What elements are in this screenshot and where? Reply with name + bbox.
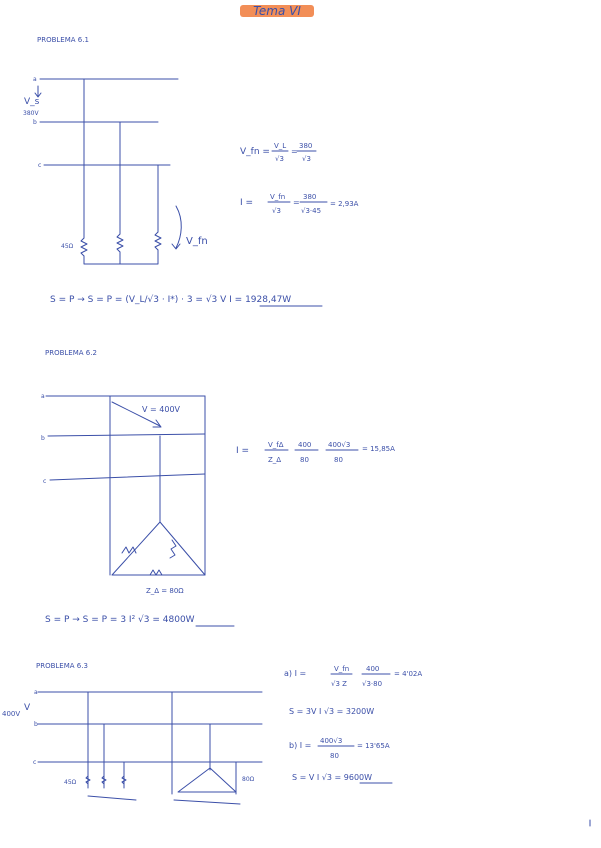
eq-mid: 400√3 bbox=[328, 441, 351, 449]
line-label-c: c bbox=[43, 478, 47, 485]
eq-a-den2: √3·80 bbox=[362, 680, 383, 688]
page-title: Tema VI bbox=[253, 4, 301, 18]
eq1-den: √3 bbox=[275, 155, 284, 163]
phase-voltage-label: V_fn bbox=[186, 236, 208, 247]
eq-b-result: = 13'65A bbox=[357, 742, 390, 750]
delta-resistor-2 bbox=[170, 540, 176, 558]
eq2-den: √3 bbox=[272, 207, 281, 215]
source-voltage-label: V bbox=[24, 703, 31, 713]
eq1-den2: √3 bbox=[302, 155, 311, 163]
equation-current bbox=[236, 441, 395, 464]
line-label-c: c bbox=[33, 759, 37, 766]
delta-resistor-3 bbox=[150, 570, 162, 575]
star-neutral bbox=[88, 796, 136, 800]
page-header bbox=[240, 4, 314, 18]
eq-a-lhs: a) I = bbox=[284, 669, 307, 678]
power-a: S = 3V I √3 = 3200W bbox=[289, 707, 375, 716]
eq1-equals: = bbox=[291, 147, 298, 156]
eq-b-den: 80 bbox=[330, 752, 339, 760]
phase-voltage-arrow bbox=[172, 206, 181, 249]
eq-result: = 15,85A bbox=[362, 445, 395, 453]
eq-a-den: √3 Z bbox=[331, 680, 347, 688]
line-label-a: a bbox=[33, 76, 37, 83]
line-c bbox=[50, 474, 205, 480]
power-b: S = V I √3 = 9600W bbox=[292, 773, 373, 782]
eq-den2: 80 bbox=[300, 456, 309, 464]
line-label-b: b bbox=[34, 721, 38, 728]
eq2-num: V_fn bbox=[270, 193, 286, 201]
problem-label: PROBLEMA 6.3 bbox=[36, 662, 88, 670]
source-voltage-value: 380V bbox=[23, 110, 39, 117]
equation-a bbox=[284, 665, 422, 688]
resistor-c bbox=[155, 232, 161, 250]
eq-lhs: I = bbox=[236, 446, 250, 456]
delta-impedance: Z_Δ = 80Ω bbox=[146, 587, 184, 595]
eq2-equals: = bbox=[293, 198, 300, 207]
problem-6-1 bbox=[23, 36, 359, 306]
equation-current bbox=[240, 193, 359, 215]
star-neutral bbox=[84, 250, 158, 264]
eq2-num2: 380 bbox=[303, 193, 317, 201]
line-label-b: b bbox=[41, 435, 45, 442]
eq-a-num: V_fn bbox=[334, 665, 350, 673]
line-label-c: c bbox=[38, 162, 42, 169]
resistor-value: 45Ω bbox=[61, 243, 74, 250]
source-voltage-value: 400V bbox=[2, 710, 21, 718]
resistor-b bbox=[117, 234, 123, 252]
line-b bbox=[48, 434, 205, 436]
delta-bottom bbox=[174, 800, 240, 804]
problem-label: PROBLEMA 6.1 bbox=[37, 36, 89, 44]
delta-resistance: 80Ω bbox=[242, 776, 255, 783]
problem-6-2 bbox=[41, 349, 395, 626]
power-equation: S = P → S = P = 3 I² √3 = 4800W bbox=[45, 615, 195, 625]
power-equation: S = P → S = P = (V_L/√3 · I*) · 3 = √3 V I = 1928,47W bbox=[50, 295, 292, 305]
source-voltage-label: V_s bbox=[24, 97, 40, 107]
source-arrow bbox=[35, 86, 41, 97]
eq1-num2: 380 bbox=[299, 142, 313, 150]
line-label-a: a bbox=[41, 393, 45, 400]
problem-6-3 bbox=[2, 662, 422, 804]
line-label-a: a bbox=[34, 689, 38, 696]
line-label-b: b bbox=[33, 119, 37, 126]
eq1-lhs: V_fn = bbox=[240, 147, 270, 157]
resistor-a bbox=[81, 238, 87, 256]
eq-den: Z_Δ bbox=[268, 456, 282, 464]
source-voltage: V = 400V bbox=[142, 405, 181, 414]
eq-a-num2: 400 bbox=[366, 665, 380, 673]
equation-b bbox=[289, 737, 390, 760]
eq2-result: = 2,93A bbox=[330, 200, 359, 208]
delta-resistor-1 bbox=[122, 547, 136, 553]
eq-num: V_fΔ bbox=[268, 441, 284, 449]
delta-load bbox=[178, 768, 236, 792]
eq-num2: 400 bbox=[298, 441, 312, 449]
eq-b-num: 400√3 bbox=[320, 737, 343, 745]
eq1-num: V_L bbox=[274, 142, 287, 150]
eq-a-result: = 4'02A bbox=[394, 670, 423, 678]
eq-den3: 80 bbox=[334, 456, 343, 464]
eq2-den2: √3·45 bbox=[301, 207, 322, 215]
problem-label: PROBLEMA 6.2 bbox=[45, 349, 97, 357]
star-resistance: 45Ω bbox=[64, 779, 77, 786]
equation-vfn bbox=[240, 142, 316, 163]
eq2-lhs: I = bbox=[240, 198, 254, 208]
eq-b-lhs: b) I = bbox=[289, 741, 312, 750]
star-resistors bbox=[86, 776, 126, 784]
delta-load bbox=[112, 522, 205, 575]
